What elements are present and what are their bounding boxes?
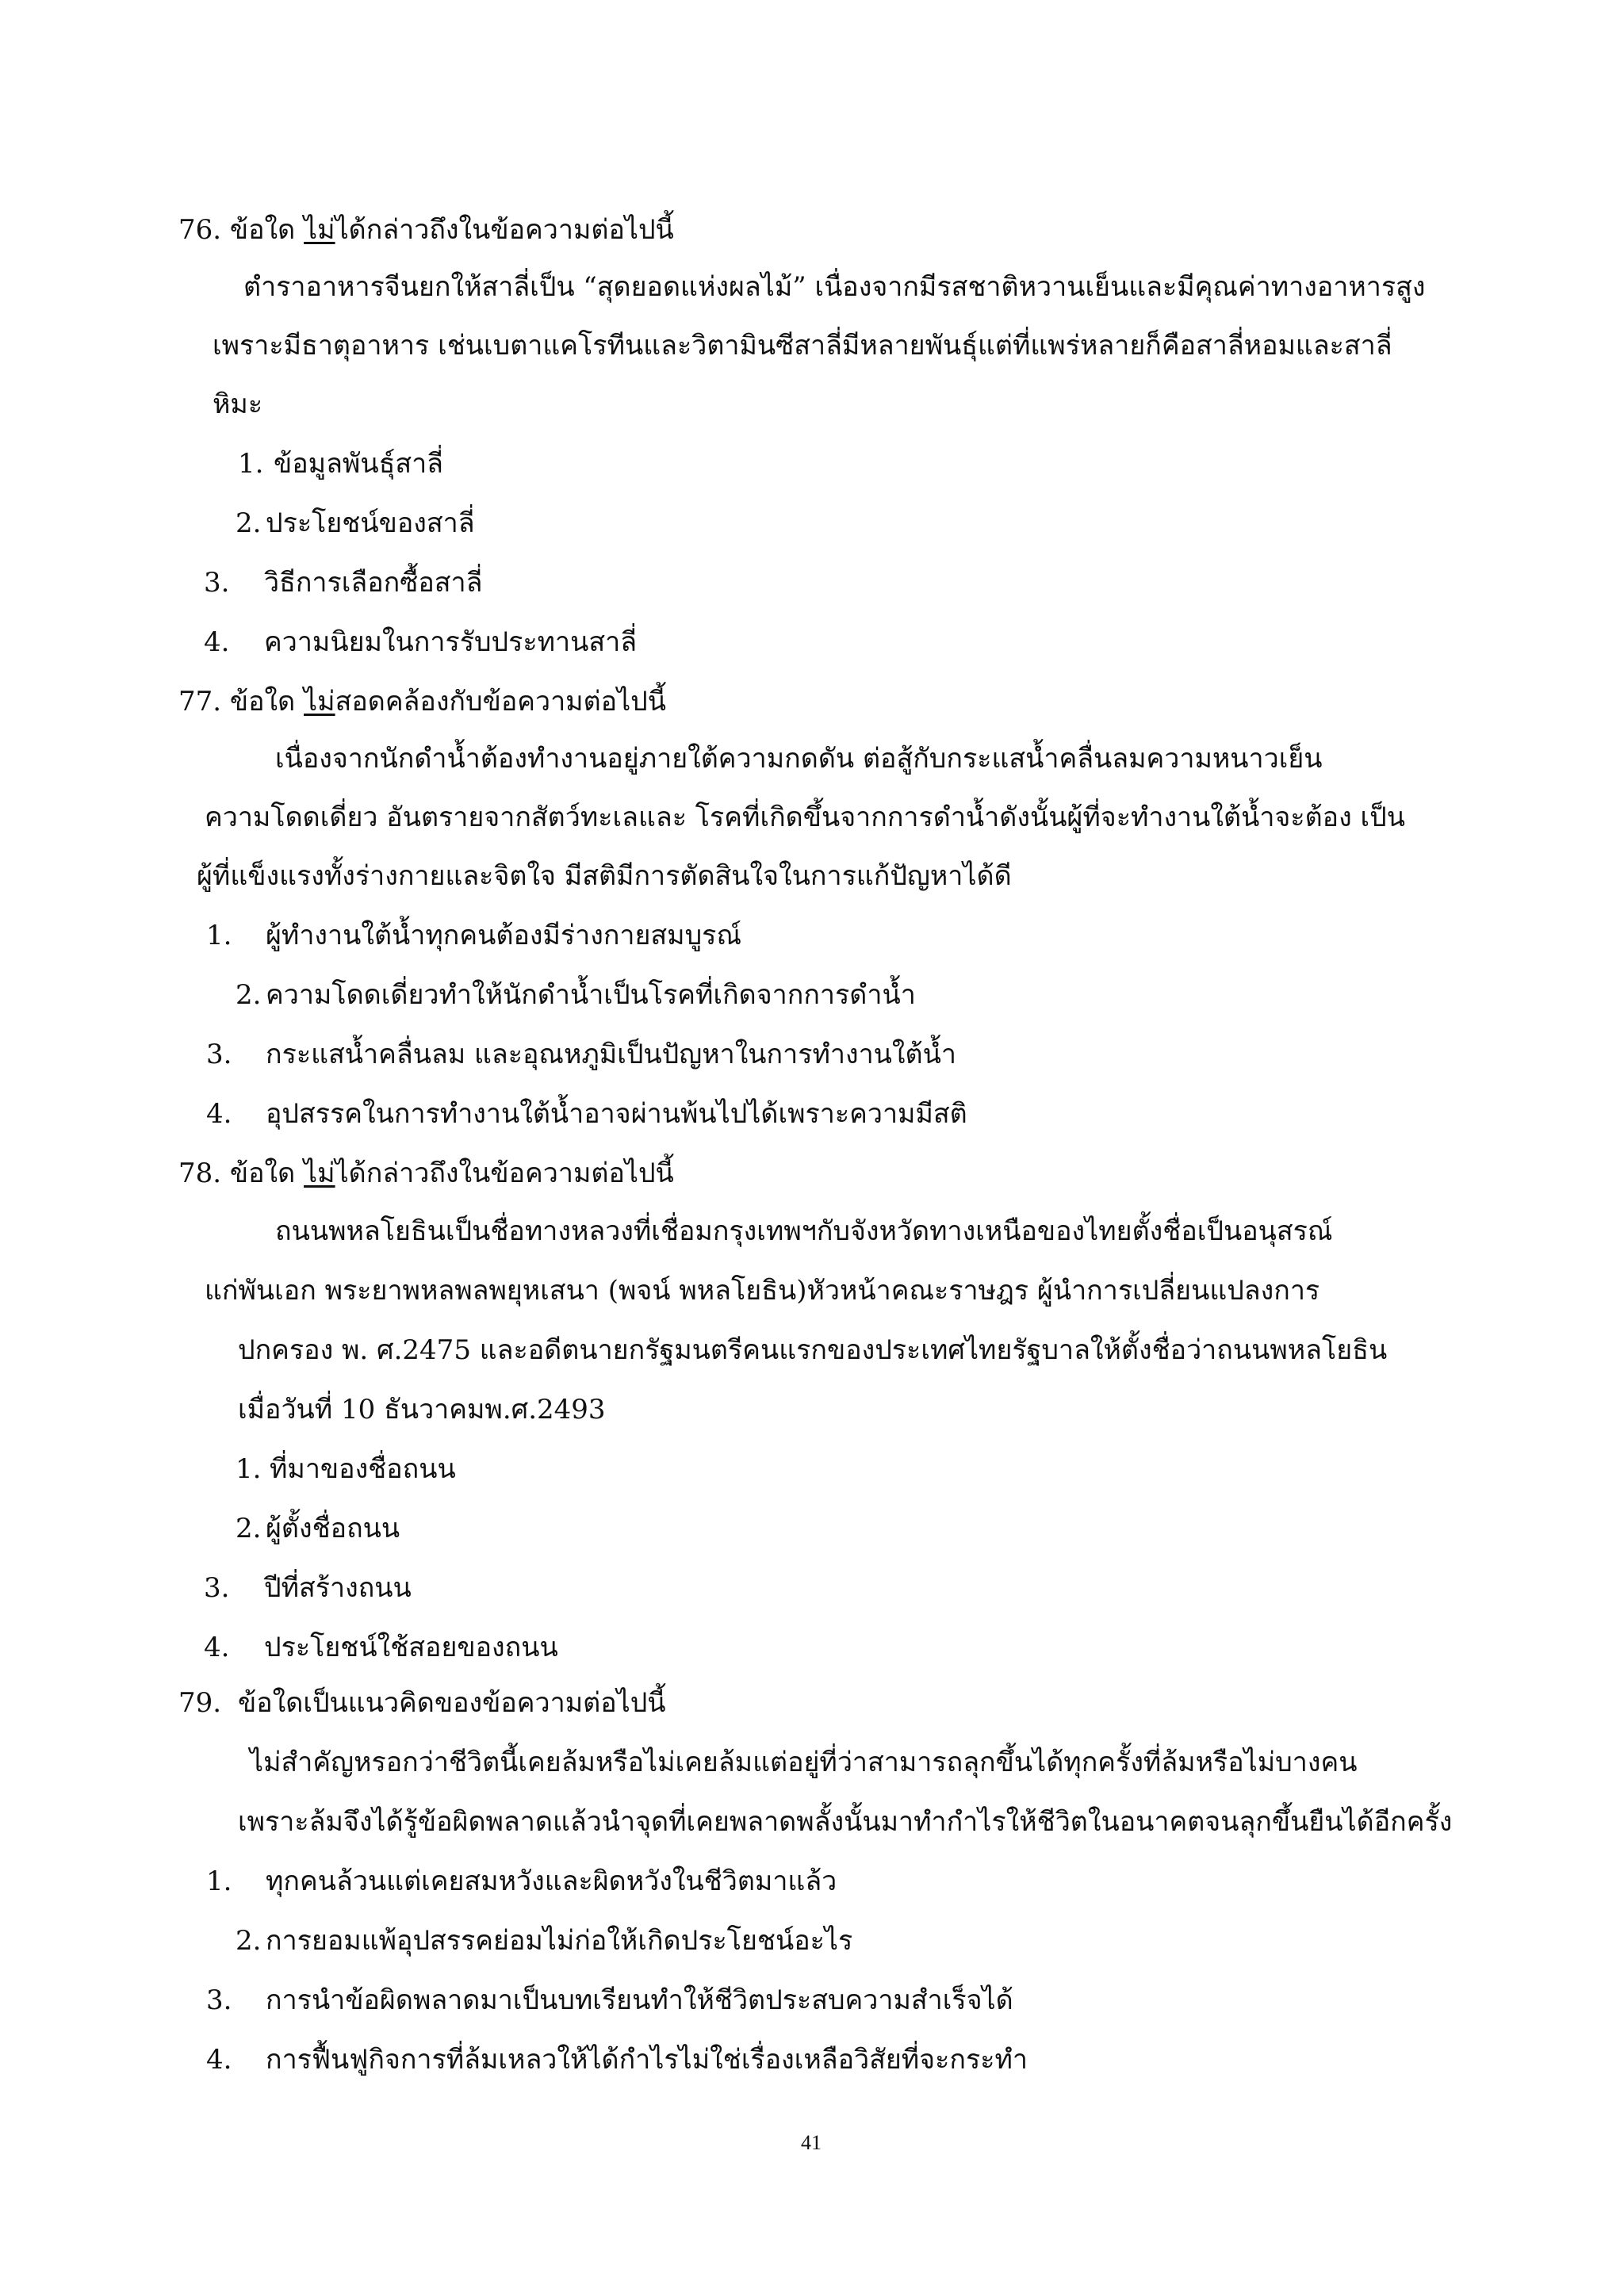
option-text: การยอมแพ้อุปสรรคย่อมไม่ก่อให้เกิดประโยชน์อะไร — [266, 1925, 853, 1957]
passage-line: แก่พันเอก พระยาพหลพลพยุหเสนา (พจน์ พหลโยธิน)หัวหน้าคณะราษฎร ผู้นำการเปลี่ยนแปลงการ — [205, 1275, 1320, 1307]
question-title — [178, 214, 674, 246]
question-prompt-rest: ได้กล่าวถึงในข้อความต่อไปนี้ — [335, 214, 674, 246]
option-text: ผู้ทำงานใต้น้ำทุกคนต้องมีร่างกายสมบูรณ์ — [266, 920, 741, 951]
option-text: ข้อมูลพันธุ์สาลี่ — [274, 448, 443, 480]
passage-line: ตำราอาหารจีนยกให้สาลี่เป็น “สุดยอดแห่งผลไม้” เนื่องจากมีรสชาติหวานเย็นและมีคุณค่าทางอาหารสูง — [243, 271, 1426, 303]
option-text: ประโยชน์ของสาลี่ — [266, 507, 475, 539]
question-prompt: ข้อใด — [229, 1158, 304, 1189]
passage-line: เมื่อวันที่ 10 ธันวาคมพ.ศ.2493 — [238, 1394, 606, 1425]
passage-line: เนื่องจากนักดำน้ำต้องทำงานอยู่ภายใต้ความกดดัน ต่อสู้กับกระแสน้ำคลื่นลมความหนาวเย็น — [275, 743, 1323, 775]
option-number: 4. — [204, 626, 230, 658]
question-title — [178, 1158, 674, 1189]
option-text: ความโดดเดี่ยวทำให้นักดำน้ำเป็นโรคที่เกิดจากการดำน้ำ — [266, 979, 916, 1011]
question-number: 77. — [178, 686, 222, 718]
option-number: 1. — [206, 920, 232, 951]
option-number: 4. — [206, 2044, 232, 2076]
option-number: 2. — [236, 1925, 262, 1957]
option-text: ประโยชน์ใช้สอยของถนน — [264, 1632, 558, 1663]
question-title — [178, 686, 666, 718]
passage-line: ผู้ที่แข็งแรงทั้งร่างกายและจิตใจ มีสติมีการตัดสินใจในการแก้ปัญหาได้ดี — [197, 860, 1012, 892]
passage-line: ปกครอง พ. ศ.2475 และอดีตนายกรัฐมนตรีคนแรกของประเทศไทยรัฐบาลให้ตั้งชื่อว่าถนนพหลโยธิน — [238, 1334, 1388, 1366]
option-text: วิธีการเลือกซื้อสาลี่ — [264, 567, 483, 599]
question-prompt-rest: สอดคล้องกับข้อความต่อไปนี้ — [335, 686, 667, 718]
passage-line: เพราะล้มจึงได้รู้ข้อผิดพลาดแล้วนำจุดที่เคยพลาดพลั้งนั้นมาทำกำไรให้ชีวิตในอนาคตจนลุกขึ้นยืนได้อีกครั้ง — [238, 1806, 1453, 1838]
question-prompt-rest: ได้กล่าวถึงในข้อความต่อไปนี้ — [335, 1158, 674, 1189]
option-number: 3. — [204, 567, 230, 599]
option-number: 2. — [236, 1513, 262, 1544]
option-text: ผู้ตั้งชื่อถนน — [266, 1513, 400, 1544]
question-number: 76. — [178, 214, 222, 246]
option-text: การนำข้อผิดพลาดมาเป็นบทเรียนทำให้ชีวิตประสบความสำเร็จได้ — [266, 1984, 1013, 2016]
option-number: 2. — [236, 979, 262, 1011]
passage-line: หิมะ — [213, 388, 263, 420]
option-number: 3. — [206, 1984, 232, 2016]
question-prompt: ข้อใดเป็นแนวคิดของข้อความต่อไปนี้ — [238, 1687, 666, 1719]
question-number: 79. — [178, 1687, 222, 1719]
option-number: 4. — [204, 1632, 230, 1663]
passage-line: เพราะมีธาตุอาหาร เช่นเบตาแคโรทีนและวิตามินซีสาลี่มีหลายพันธุ์แต่ที่แพร่หลายก็คือสาลี่หอมและสาลี่ — [213, 330, 1392, 362]
option-text: ปีที่สร้างถนน — [264, 1572, 412, 1604]
option-text: อุปสรรคในการทำงานใต้น้ำอาจผ่านพ้นไปได้เพราะความมีสติ — [266, 1098, 967, 1130]
question-number: 78. — [178, 1158, 222, 1189]
option-text: กระแสน้ำคลื่นลม และอุณหภูมิเป็นปัญหาในการทำงานใต้น้ำ — [266, 1039, 956, 1070]
question-prompt: ข้อใด — [229, 686, 304, 718]
underlined-negation: ไม่ — [304, 1158, 335, 1189]
option-text: ความนิยมในการรับประทานสาลี่ — [264, 626, 638, 658]
underlined-negation: ไม่ — [304, 686, 335, 718]
option-number: 2. — [236, 507, 262, 539]
option-text: การฟื้นฟูกิจการที่ล้มเหลวให้ได้กำไรไม่ใช่เรื่องเหลือวิสัยที่จะกระทำ — [266, 2044, 1028, 2076]
page-number: 41 — [801, 2131, 822, 2154]
option-number: 1. — [236, 1453, 262, 1485]
option-number: 1. — [206, 1866, 232, 1897]
question-prompt: ข้อใด — [229, 214, 304, 246]
passage-line: ถนนพหลโยธินเป็นชื่อทางหลวงที่เชื่อมกรุงเทพฯกับจังหวัดทางเหนือของไทยตั้งชื่อเป็นอนุสรณ์ — [275, 1215, 1333, 1247]
option-number: 4. — [206, 1098, 232, 1130]
passage-line: ความโดดเดี่ยว อันตรายจากสัตว์ทะเลและ โรคที่เกิดขึ้นจากการดำน้ำดังนั้นผู้ที่จะทำงานใต้น้ำจะต้อง เป็น — [205, 802, 1405, 833]
passage-line: ไม่สำคัญหรอกว่าชีวิตนี้เคยล้มหรือไม่เคยล้มแต่อยู่ที่ว่าสามารถลุกขึ้นได้ทุกครั้งที่ล้มหรือไม่บางคน — [250, 1747, 1358, 1778]
option-number: 3. — [206, 1039, 232, 1070]
option-text: ทุกคนล้วนแต่เคยสมหวังและผิดหวังในชีวิตมาแล้ว — [266, 1866, 837, 1897]
option-number: 1. — [238, 448, 264, 480]
option-text: ที่มาของชื่อถนน — [270, 1453, 456, 1485]
underlined-negation: ไม่ — [304, 214, 335, 246]
option-number: 3. — [204, 1572, 230, 1604]
